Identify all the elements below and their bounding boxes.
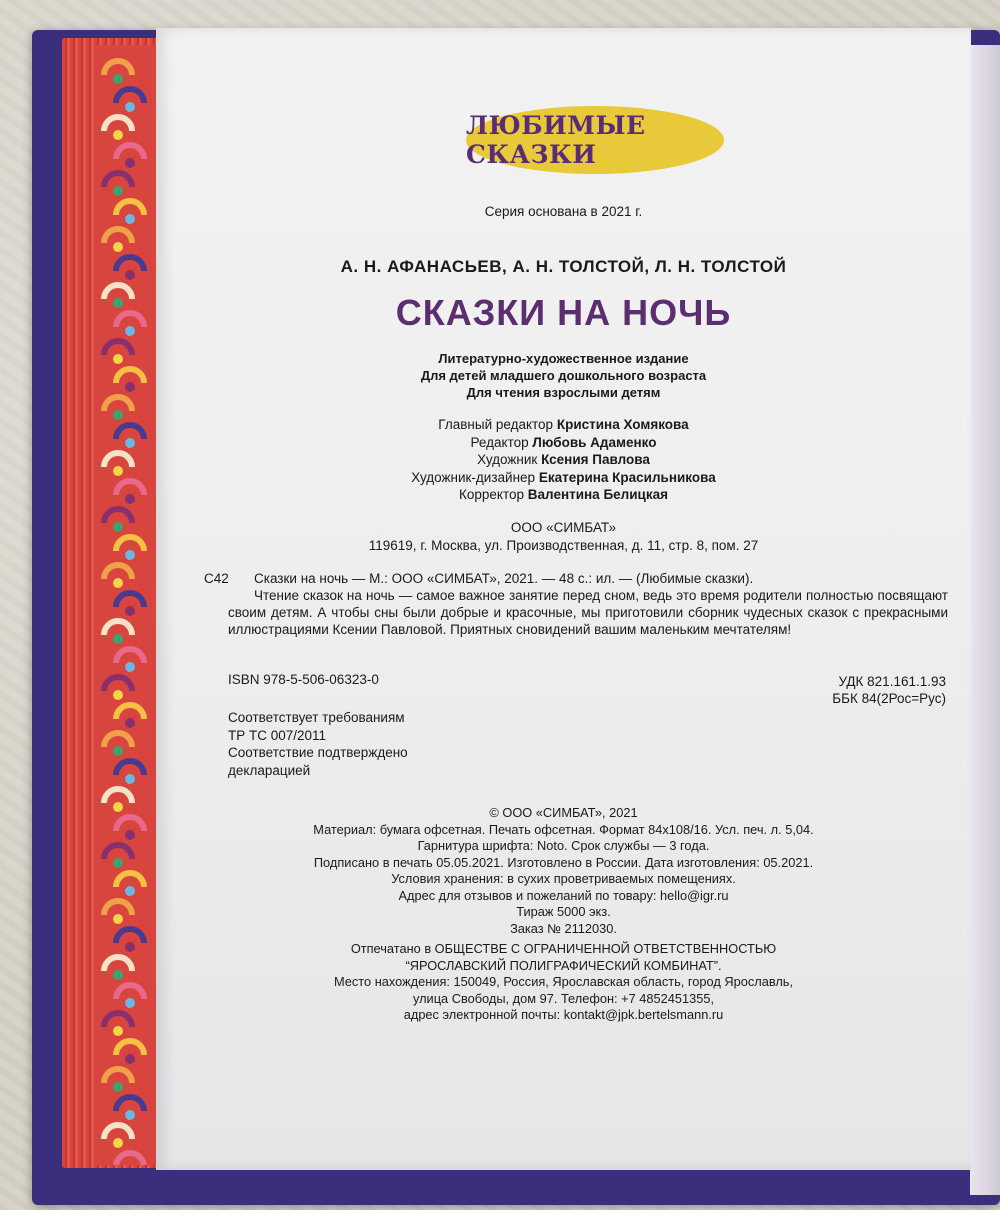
- ornament-dot: [113, 1082, 123, 1092]
- ornament-dot: [113, 522, 123, 532]
- udk-bbk: [776, 673, 946, 707]
- isbn: ISBN 978-5-506-06323-0: [228, 672, 379, 687]
- ornament-arc: [116, 481, 144, 495]
- ornament-arc: [104, 901, 132, 915]
- staff-role: Главный редактор: [438, 417, 554, 432]
- ornament-arc: [116, 145, 144, 159]
- ornament-arc: [104, 509, 132, 523]
- ornament-arc: [104, 61, 132, 75]
- ornament-arc: [104, 117, 132, 131]
- ornament-dot: [125, 1054, 135, 1064]
- ornament-arc: [116, 257, 144, 271]
- ornament-dot: [113, 914, 123, 924]
- ornament-dot: [125, 102, 135, 112]
- ornament-dot: [125, 718, 135, 728]
- ornament-dot: [113, 746, 123, 756]
- printer-line: адрес электронной почты: kontakt@jpk.bertelsmann.ru: [403, 1007, 724, 1022]
- ornament-dot: [113, 130, 123, 140]
- staff-role: Редактор: [470, 434, 529, 450]
- ornament-dot: [113, 354, 123, 364]
- imprint-block: [156, 805, 971, 937]
- ornament-arc: [116, 985, 144, 999]
- ornament-arc: [104, 1125, 132, 1139]
- catalog-annotation: Чтение сказок на ночь — самое важное занятие перед сном, ведь это время родители полностью посвящают своим детям. А чтобы сны были добрые и красочные, мы приготовили сборник чудесных сказок с прекрасными иллюстрациями Ксении Павловой. Приятных сновидений вашим маленьким мечтателям!: [228, 588, 948, 637]
- staff-row: [156, 469, 971, 487]
- imprint-line: Подписано в печать 05.05.2021. Изготовлено в России. Дата изготовления: 05.2021.: [313, 854, 814, 870]
- ornament-arc: [104, 397, 132, 411]
- ornament-dot: [113, 634, 123, 644]
- ornament-dot: [113, 186, 123, 196]
- ornament-arc: [116, 593, 144, 607]
- subtitle-line: Литературно-художественное издание: [438, 351, 689, 366]
- ornament-arc: [116, 425, 144, 439]
- series-logo-text: ЛЮБИМЫЕ СКАЗКИ: [466, 111, 646, 169]
- ornament-dot: [113, 858, 123, 868]
- ornament-dot: [125, 326, 135, 336]
- staff-name: Кристина Хомякова: [556, 417, 689, 432]
- publisher-address: 119619, г. Москва, ул. Производственная, д. 11, стр. 8, пом. 27: [368, 538, 759, 553]
- ornament-dot: [113, 466, 123, 476]
- ornament-arc: [116, 705, 144, 719]
- subtitle-line: Для детей младшего дошкольного возраста: [420, 368, 707, 383]
- imprint-line: © ООО «СИМБАТ», 2021: [489, 805, 638, 820]
- ornament-dot: [113, 242, 123, 252]
- ornament-arc: [116, 1097, 144, 1111]
- ornament-arc: [116, 201, 144, 215]
- series-note: Серия основана в 2021 г.: [484, 204, 643, 219]
- ornament-arc: [104, 733, 132, 747]
- ornament-arc: [116, 1041, 144, 1055]
- ornament-arc: [116, 1153, 144, 1165]
- ornament-arc: [104, 789, 132, 803]
- staff-role: Художник: [477, 452, 538, 467]
- ornament-arc: [116, 761, 144, 775]
- staff-name: Ксения Павлова: [541, 452, 650, 467]
- printer-line: улица Свободы, дом 97. Телефон: +7 4852451355,: [412, 990, 715, 1006]
- bbk: ББК 84(2Рос=Рус): [832, 691, 946, 706]
- ornament-dot: [113, 578, 123, 588]
- staff-name: Екатерина Красильникова: [538, 469, 716, 485]
- imprint-line: Гарнитура шрифта: Noto. Срок службы — 3 года.: [417, 838, 710, 853]
- printer-line: Отпечатано в ОБЩЕСТВЕ С ОГРАНИЧЕННОЙ ОТВЕТСТВЕННОСТЬЮ: [350, 941, 777, 956]
- ornament-dot: [125, 550, 135, 560]
- compliance-line: декларацией: [228, 762, 311, 778]
- catalog-code: С42: [204, 571, 229, 586]
- imprint-line: Заказ № 2112030.: [510, 920, 617, 936]
- subtitle: [156, 350, 971, 401]
- ornament-arc: [116, 649, 144, 663]
- ornament-arc: [104, 1013, 132, 1027]
- ornament-dot: [113, 690, 123, 700]
- compliance-line: Соответствие подтверждено: [228, 745, 408, 760]
- imprint-line: Материал: бумага офсетная. Печать офсетная. Формат 84x108/16. Усл. печ. л. 5,04.: [313, 821, 814, 837]
- staff-row: [156, 451, 971, 469]
- ornament-arc: [104, 677, 132, 691]
- ornament-dot: [125, 830, 135, 840]
- staff-row: [156, 416, 971, 434]
- ornament-dot: [125, 1110, 135, 1120]
- ornament-arc: [104, 845, 132, 859]
- ornament-arc: [116, 929, 144, 943]
- ornament-dot: [125, 998, 135, 1008]
- ornament-dot: [113, 970, 123, 980]
- staff-list: [156, 416, 971, 504]
- printer-block: [156, 941, 971, 1024]
- ornament-arc: [104, 173, 132, 187]
- udk: УДК 821.161.1.93: [838, 674, 946, 689]
- compliance-block: [228, 709, 408, 779]
- ornament-arc: [116, 313, 144, 327]
- ornament-arc: [116, 873, 144, 887]
- ornament-dot: [125, 662, 135, 672]
- ornament-dot: [113, 74, 123, 84]
- ornament-dot: [125, 774, 135, 784]
- imprint-line: Тираж 5000 экз.: [516, 904, 611, 919]
- ornament-arc: [116, 89, 144, 103]
- staff-name: Любовь Адаменко: [532, 434, 657, 450]
- printer-line: Место нахождения: 150049, Россия, Ярославская область, город Ярославль,: [333, 974, 794, 989]
- imprint-line: Условия хранения: в сухих проветриваемых помещениях.: [391, 871, 736, 886]
- publisher-block: [156, 519, 971, 555]
- ornament-dot: [113, 802, 123, 812]
- ornament-arc: [104, 565, 132, 579]
- authors: А. Н. АФАНАСЬЕВ, А. Н. ТОЛСТОЙ, Л. Н. ТОЛСТОЙ: [340, 257, 787, 276]
- ornament-dot: [113, 298, 123, 308]
- ornament-arc: [104, 621, 132, 635]
- ornament-arc: [104, 229, 132, 243]
- ornament-dot: [125, 886, 135, 896]
- staff-name: Валентина Белицкая: [527, 487, 668, 502]
- ornament-dot: [113, 1138, 123, 1148]
- ornament-arc: [116, 817, 144, 831]
- publisher-name: ООО «СИМБАТ»: [510, 520, 617, 535]
- imprint-page: [156, 28, 971, 1170]
- compliance-line: Соответствует требованиям: [228, 710, 405, 725]
- decorative-strip: [94, 45, 156, 1165]
- series-logo: [466, 106, 724, 174]
- ornament-dot: [125, 494, 135, 504]
- ornament-dot: [125, 158, 135, 168]
- ornament-dot: [125, 942, 135, 952]
- ornament-arc: [104, 957, 132, 971]
- subtitle-line: Для чтения взрослыми детям: [466, 385, 661, 400]
- ornament-dot: [125, 270, 135, 280]
- ornament-dot: [113, 1026, 123, 1036]
- book-cover-edge: [970, 45, 1000, 1195]
- ornament-arc: [104, 1069, 132, 1083]
- compliance-line: ТР ТС 007/2011: [228, 727, 327, 743]
- ornament-dot: [125, 214, 135, 224]
- staff-role: Корректор: [459, 487, 525, 502]
- ornament-dot: [125, 606, 135, 616]
- printer-line: “ЯРОСЛАВСКИЙ ПОЛИГРАФИЧЕСКИЙ КОМБИНАТ”.: [405, 957, 722, 973]
- ornament-arc: [104, 285, 132, 299]
- ornament-arc: [104, 453, 132, 467]
- ornament-dot: [125, 382, 135, 392]
- decorative-pattern: [94, 45, 156, 1165]
- ornament-dot: [113, 410, 123, 420]
- book-title: СКАЗКИ НА НОЧЬ: [395, 292, 732, 333]
- ornament-arc: [104, 341, 132, 355]
- ornament-dot: [125, 438, 135, 448]
- ornament-arc: [116, 369, 144, 383]
- imprint-line: Адрес для отзывов и пожеланий по товару: hello@igr.ru: [398, 887, 729, 903]
- ornament-arc: [116, 537, 144, 551]
- staff-role: Художник-дизайнер: [411, 469, 536, 485]
- staff-row: [156, 434, 971, 452]
- catalog-entry: Сказки на ночь — М.: ООО «СИМБАТ», 2021. — 48 с.: ил. — (Любимые сказки).: [254, 571, 754, 586]
- staff-row: [156, 486, 971, 504]
